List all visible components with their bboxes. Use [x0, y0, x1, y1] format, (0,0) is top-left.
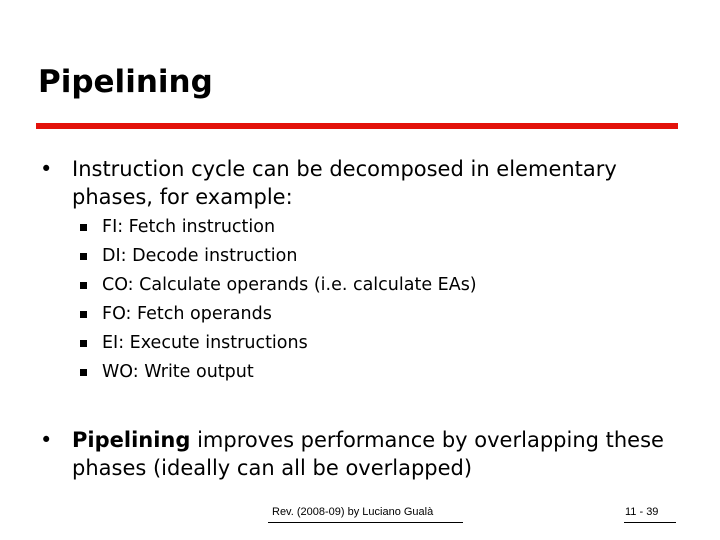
page-number-rule [624, 522, 676, 523]
bullet-line-rest: improves performance by overlapping these [190, 428, 664, 452]
bullet-text [72, 155, 617, 211]
title-underline-rule [36, 123, 678, 129]
bullet-dot-icon: • [40, 428, 53, 452]
list-item [78, 329, 618, 358]
list-item [78, 213, 618, 242]
list-item [78, 358, 618, 387]
page-number: 11 - 39 [625, 506, 659, 518]
square-bullet-icon [80, 253, 87, 260]
list-item [78, 271, 618, 300]
phase-label: FI: Fetch instruction [102, 217, 276, 237]
bullet-line: Instruction cycle can be decomposed in elementary [72, 157, 617, 181]
phase-list [78, 213, 618, 387]
phase-label: WO: Write output [102, 362, 254, 382]
phase-label: EI: Execute instructions [102, 333, 308, 353]
square-bullet-icon [80, 224, 87, 231]
emphasis-term: Pipelining [72, 428, 191, 452]
bullet-dot-icon: • [40, 157, 53, 181]
phase-label: CO: Calculate operands (i.e. calculate EAs) [102, 275, 477, 295]
square-bullet-icon [80, 311, 87, 318]
phase-label: FO: Fetch operands [102, 304, 272, 324]
bullet-pipelining [40, 426, 700, 482]
list-item [78, 300, 618, 329]
footer-credit: Rev. (2008-09) by Luciano Gualà [272, 506, 434, 518]
list-item [78, 242, 618, 271]
phase-label: DI: Decode instruction [102, 246, 298, 266]
bullet-line: phases (ideally can all be overlapped) [72, 456, 473, 480]
bullet-line: phases, for example: [72, 185, 293, 209]
bullet-instruction-cycle [40, 155, 680, 211]
bullet-text [72, 426, 664, 482]
square-bullet-icon [80, 282, 87, 289]
bullet-line [72, 426, 664, 454]
square-bullet-icon [80, 340, 87, 347]
slide-title: Pipelining [38, 64, 213, 100]
square-bullet-icon [80, 369, 87, 376]
footer-credit-rule [268, 522, 463, 523]
